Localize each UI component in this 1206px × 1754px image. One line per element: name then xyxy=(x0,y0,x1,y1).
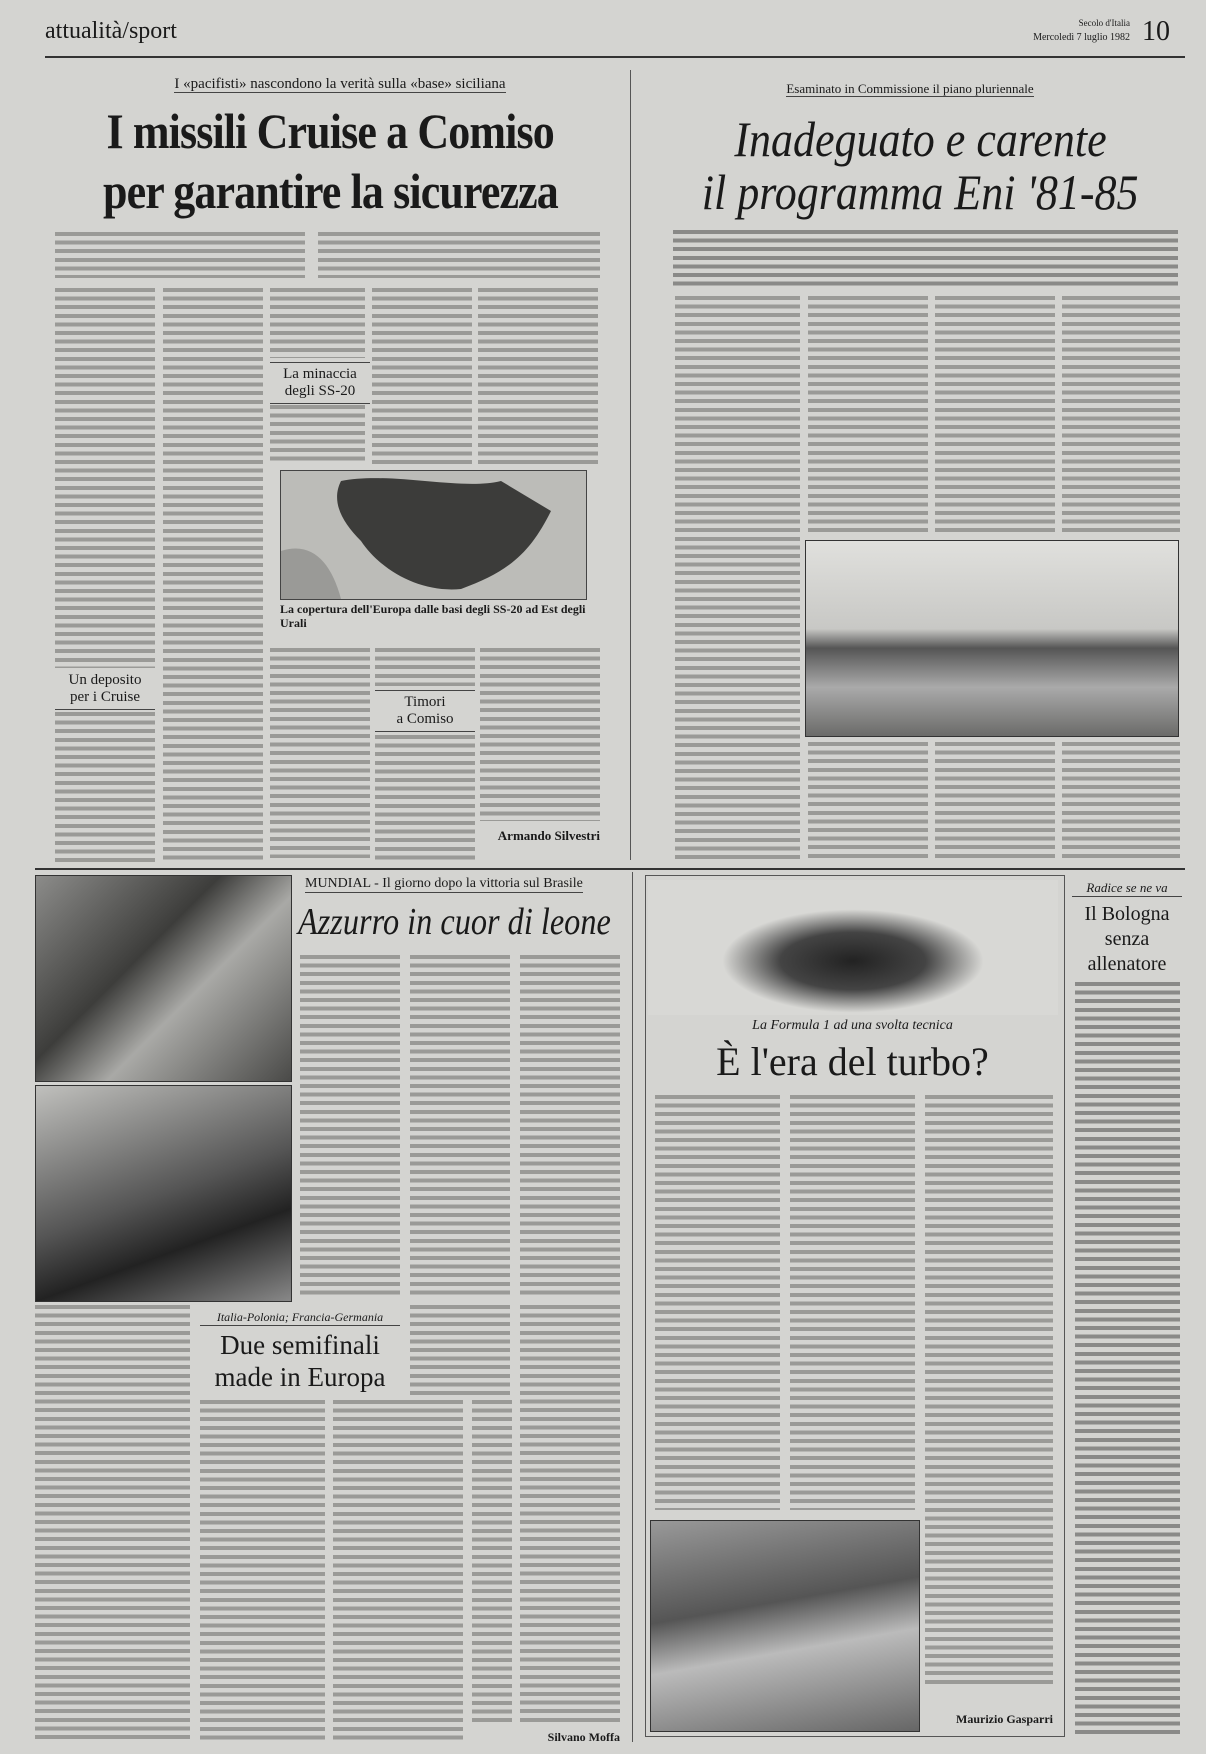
mundial-column xyxy=(300,955,400,1295)
f1-headline: È l'era del turbo? xyxy=(716,1039,989,1084)
semifinal-headline-line2: made in Europa xyxy=(214,1362,386,1392)
semifinal-headline-line1: Due semifinali xyxy=(220,1330,380,1360)
issue-date: Mercoledì 7 luglio 1982 xyxy=(1033,32,1130,43)
cruise-headline-box-1 xyxy=(40,102,620,160)
eni-column xyxy=(935,296,1055,534)
subhead-text: degli SS-20 xyxy=(284,383,356,399)
paper-name: Secolo d'Italia xyxy=(1078,18,1130,28)
page-number: 10 xyxy=(1142,16,1170,47)
f1-kicker: La Formula 1 ad una svolta tecnica xyxy=(752,1018,953,1033)
bologna-headline-2: senza xyxy=(1104,928,1150,950)
mundial-byline: Silvano Moffa xyxy=(547,1730,620,1744)
eni-headline-box-1 xyxy=(650,110,1190,168)
cruise-column xyxy=(270,405,365,465)
eni-headline-line1: Inadeguato e carente xyxy=(733,111,1107,167)
column-divider xyxy=(630,70,631,860)
f1-column xyxy=(655,1095,780,1510)
eni-headline-box-2 xyxy=(650,163,1190,221)
cruise-summary xyxy=(55,232,305,278)
mundial-column xyxy=(520,955,620,1295)
cruise-headline-box-2 xyxy=(40,162,620,220)
f1-byline: Maurizio Gasparri xyxy=(956,1712,1053,1726)
europe-map-graphic xyxy=(281,471,586,599)
cruise-kicker-box xyxy=(110,75,570,93)
cruise-column xyxy=(375,735,475,860)
eni-column xyxy=(1062,296,1180,534)
mundial-column xyxy=(410,1305,510,1395)
cruise-column xyxy=(375,648,475,686)
subhead-timori xyxy=(375,690,475,732)
f1-column xyxy=(790,1095,915,1510)
eni-column xyxy=(935,742,1055,860)
cruise-column xyxy=(55,288,155,668)
eni-column xyxy=(675,296,800,861)
subhead-text: Timori xyxy=(404,694,446,710)
mundial-column xyxy=(410,955,510,1295)
cruise-byline: Armando Silvestri xyxy=(497,828,600,843)
eni-column xyxy=(1062,742,1180,860)
circuit-aerial-photo xyxy=(650,1520,920,1732)
bologna-headline-3: allenatore xyxy=(1087,953,1167,975)
cruise-column xyxy=(55,712,155,862)
eni-summary xyxy=(673,230,1178,286)
cruise-column xyxy=(478,288,598,466)
mundial-column xyxy=(520,1305,620,1725)
f1-column xyxy=(925,1095,1053,1685)
subhead-text: La minaccia xyxy=(283,366,357,382)
section-label: attualità/sport xyxy=(45,18,177,44)
map-caption: La copertura dell'Europa dalle basi degli SS-20 ad Est degli Urali xyxy=(280,602,586,630)
eni-column xyxy=(808,742,928,860)
semifinal-column xyxy=(333,1400,463,1740)
cruise-headline-line2: per garantire la sicurezza xyxy=(102,163,558,219)
cruise-kicker: I «pacifisti» nascondono la verità sulla «base» siciliana xyxy=(174,76,506,92)
mundial-column xyxy=(35,1305,190,1740)
column-divider xyxy=(632,872,633,1742)
subhead-minaccia xyxy=(270,362,370,404)
subhead-deposito xyxy=(55,672,155,710)
eni-column xyxy=(808,296,928,534)
semifinal-column xyxy=(472,1400,512,1725)
cruise-column xyxy=(270,288,365,358)
eni-headline-line2: il programma Eni '81-85 xyxy=(701,164,1139,220)
eni-kicker: Esaminato in Commissione il piano pluriennale xyxy=(786,81,1034,96)
mundial-headline-box xyxy=(298,900,623,948)
mundial-headline: Azzurro in cuor di leone xyxy=(298,901,611,943)
ss20-map xyxy=(280,470,587,600)
cruise-column xyxy=(480,648,600,821)
bologna-kicker: Radice se ne va xyxy=(1072,880,1182,897)
cruise-column xyxy=(163,288,263,860)
bologna-headline-1: Il Bologna xyxy=(1084,903,1170,925)
header-rule xyxy=(45,56,1185,58)
subhead-text: Un deposito xyxy=(68,672,142,688)
refinery-photo xyxy=(805,540,1179,737)
subhead-text: a Comiso xyxy=(396,711,454,727)
football-photo-goal xyxy=(35,875,292,1082)
cruise-column xyxy=(270,648,370,858)
section-rule xyxy=(35,868,1185,870)
football-photo-celebration xyxy=(35,1085,292,1302)
mundial-kicker: MUNDIAL - Il giorno dopo la vittoria sul Brasile xyxy=(305,876,583,891)
semifinal-column xyxy=(200,1400,325,1740)
f1-car-photo xyxy=(648,880,1058,1015)
cruise-headline-line1: I missili Cruise a Comiso xyxy=(106,103,554,159)
cruise-summary xyxy=(318,232,600,278)
subhead-text: per i Cruise xyxy=(70,689,140,705)
semifinal-kicker: Italia-Polonia; Francia-Germania xyxy=(200,1310,400,1326)
bologna-column xyxy=(1075,982,1180,1737)
cruise-column xyxy=(372,288,472,466)
eni-kicker-box xyxy=(740,80,1080,98)
